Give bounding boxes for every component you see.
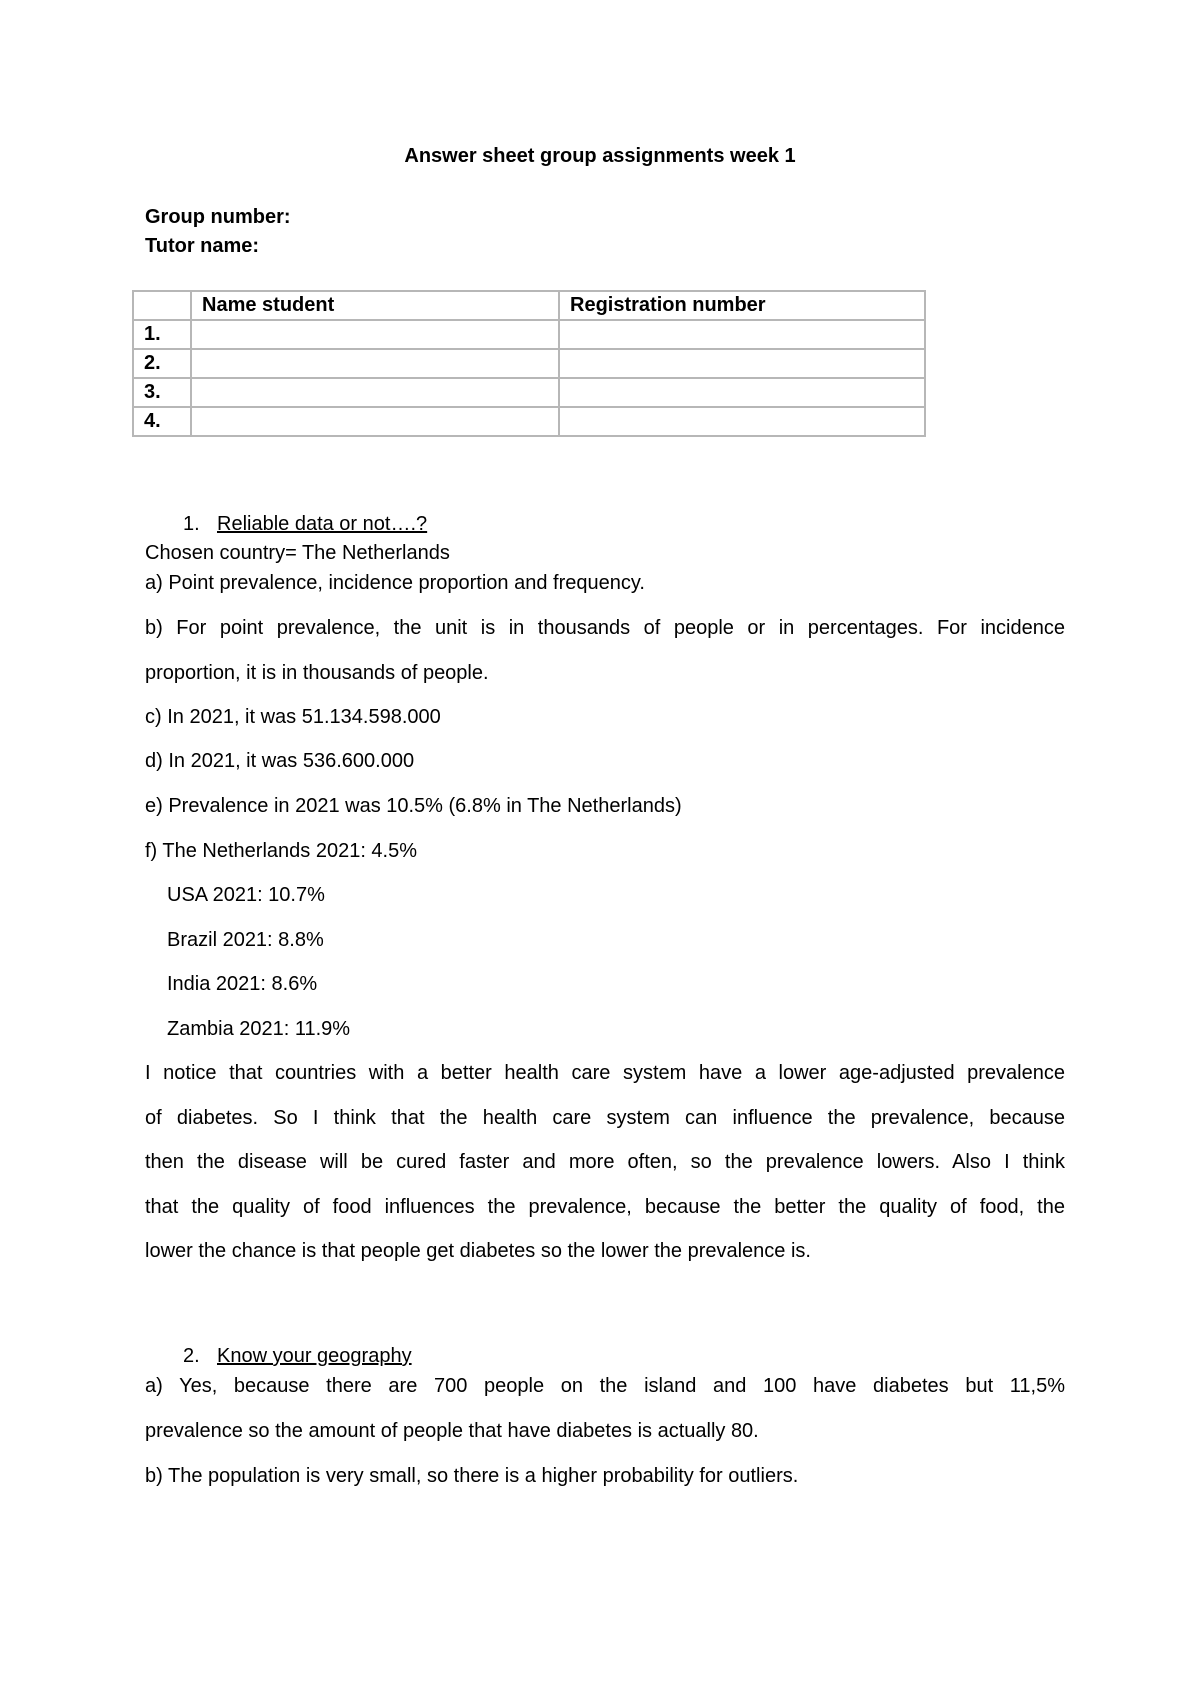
table-header-row (133, 291, 925, 320)
answer-line: b) The population is very small, so there is a higher probability for outliers. (145, 1465, 799, 1487)
tutor-name-label: Tutor name: (145, 235, 260, 257)
question-title: Know your geography (217, 1345, 412, 1367)
row-number: 4. (133, 407, 191, 436)
name-cell (191, 378, 559, 407)
paragraph-line: of diabetes. So I think that the health care system can influence the prevalence, because (145, 1107, 1065, 1129)
name-cell (191, 349, 559, 378)
question-2-heading (183, 1345, 412, 1368)
answer-line: proportion, it is in thousands of people. (145, 662, 489, 684)
table-row (133, 320, 925, 349)
registration-cell (559, 407, 925, 436)
answer-line: prevalence so the amount of people that have diabetes is actually 80. (145, 1420, 759, 1442)
table-header-cell (133, 291, 191, 320)
group-number-label: Group number: (145, 206, 291, 228)
country-value-line: Brazil 2021: 8.8% (167, 929, 324, 951)
name-cell (191, 320, 559, 349)
row-number: 1. (133, 320, 191, 349)
paragraph-line: lower the chance is that people get diabetes so the lower the prevalence is. (145, 1240, 811, 1262)
answer-line: d) In 2021, it was 536.600.000 (145, 750, 415, 772)
paragraph-line: then the disease will be cured faster and more often, so the prevalence lowers. Also I think (145, 1151, 1065, 1173)
page-title: Answer sheet group assignments week 1 (404, 145, 796, 167)
student-table (132, 290, 926, 437)
question-number: 2. (183, 1345, 200, 1367)
country-value-line: Zambia 2021: 11.9% (167, 1018, 351, 1040)
answer-line: a) Yes, because there are 700 people on the island and 100 have diabetes but 11,5% (145, 1375, 1065, 1397)
table-row (133, 407, 925, 436)
paragraph-line: I notice that countries with a better health care system have a lower age-adjusted prevalence (145, 1062, 1065, 1084)
country-value-line: India 2021: 8.6% (167, 973, 318, 995)
answer-line: Chosen country= The Netherlands (145, 542, 450, 564)
answer-line: c) In 2021, it was 51.134.598.000 (145, 706, 441, 728)
table-row (133, 349, 925, 378)
table-header-cell: Registration number (559, 291, 925, 320)
registration-cell (559, 349, 925, 378)
table-header-cell: Name student (191, 291, 559, 320)
registration-cell (559, 378, 925, 407)
paragraph-line: that the quality of food influences the prevalence, because the better the quality of food, the (145, 1196, 1065, 1218)
answer-line: a) Point prevalence, incidence proportion and frequency. (145, 572, 645, 594)
table-row (133, 378, 925, 407)
answer-line: f) The Netherlands 2021: 4.5% (145, 840, 418, 862)
country-value-line: USA 2021: 10.7% (167, 884, 325, 906)
question-number: 1. (183, 513, 200, 535)
registration-cell (559, 320, 925, 349)
answer-line: b) For point prevalence, the unit is in thousands of people or in percentages. For incidence (145, 617, 1065, 639)
question-1-heading (183, 513, 427, 536)
question-title: Reliable data or not….? (217, 513, 428, 535)
row-number: 3. (133, 378, 191, 407)
row-number: 2. (133, 349, 191, 378)
name-cell (191, 407, 559, 436)
answer-line: e) Prevalence in 2021 was 10.5% (6.8% in The Netherlands) (145, 795, 682, 817)
